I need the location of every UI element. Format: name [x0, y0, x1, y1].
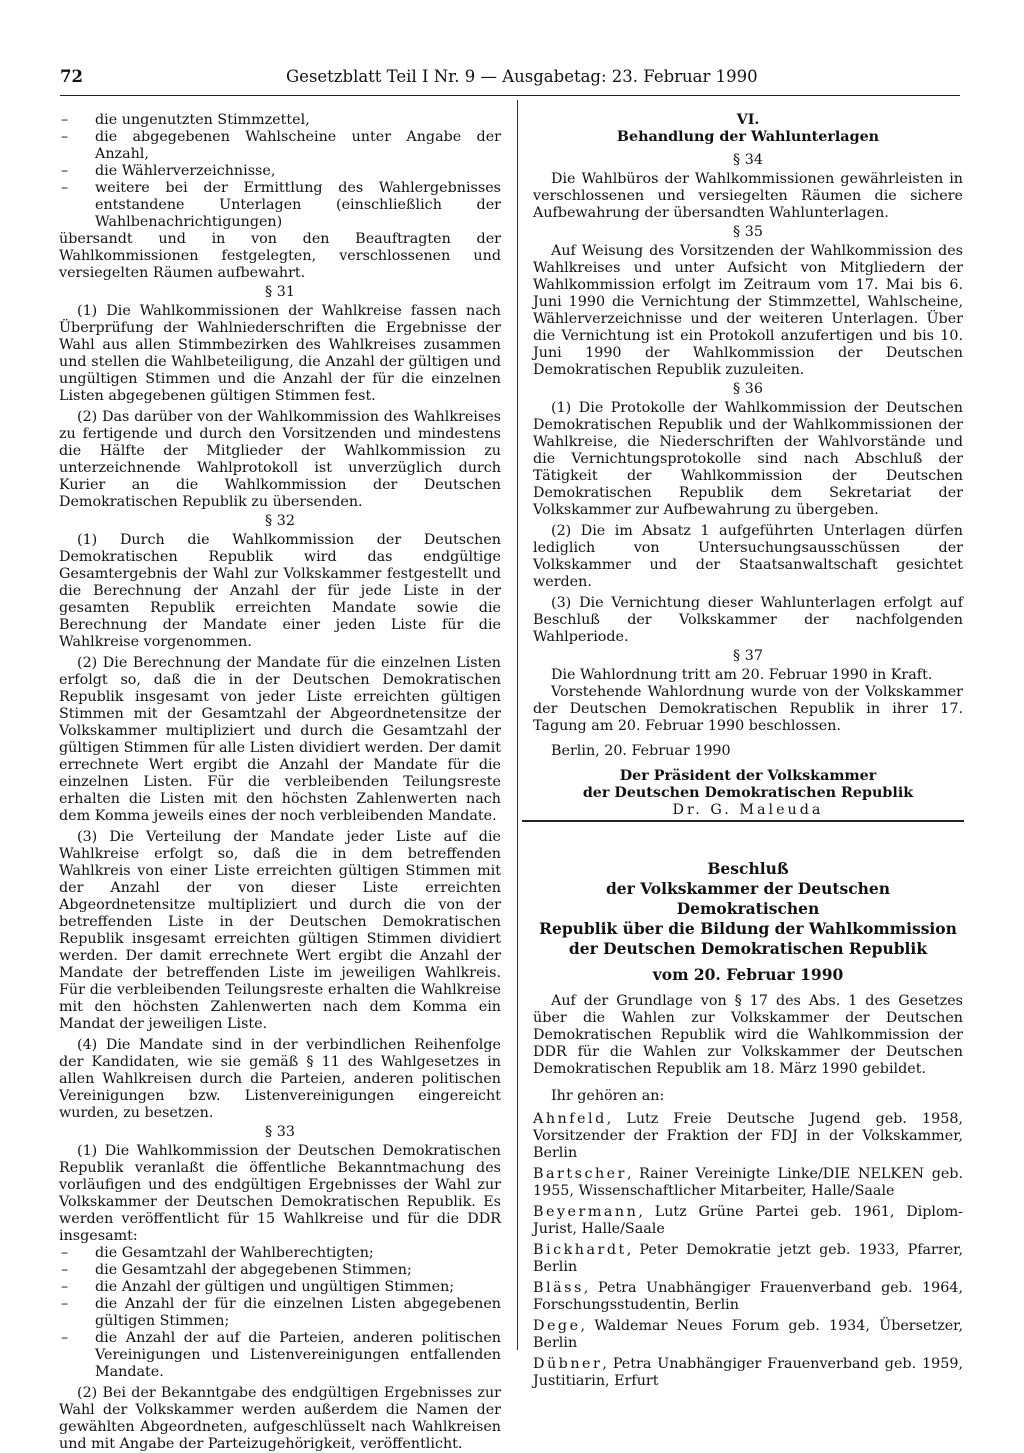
signatory-name: Dr. G. Maleuda: [672, 802, 824, 818]
paragraph: Die Wahlbüros der Wahlkommissionen gewährleisten in verschlossenen und versiegelten Räumen die sichere Aufbewahrung der übersandten Wahlunterlagen.: [533, 171, 963, 221]
paragraph: (4) Die Mandate sind in der verbindlichen Reihenfolge der Kandidaten, wie sie gemäß § 11 des Wahlgesetzes in allen Wahlkreisen durch die Parteien, anderen politischen Vereinigungen bzw. Listenvereinigungen eingereicht wurden, zu besetzen.: [59, 1037, 501, 1121]
list-item: – die Anzahl der auf die Parteien, anderen politischen Vereinigungen und Listenvereinigungen entfallenden Mandate.: [59, 1330, 501, 1381]
paragraph: (2) Bei der Bekanntgabe des endgültigen Ergebnisses zur Wahl der Volkskammer werden außerdem die Namen der gewählten Abgeordneten, aufgeschlüsselt nach Wahlkreisen und mit Angabe der Parteizugehörigkeit, veröffentlicht.: [59, 1385, 501, 1452]
section-heading: § 35: [733, 224, 763, 240]
member-name: Bickhardt: [533, 1242, 627, 1258]
list-item: – die ungenutzten Stimmzettel,: [59, 112, 501, 129]
member-details: , Petra Unabhängiger Frauenverband geb. 1959, Justitiarin, Erfurt: [533, 1356, 963, 1389]
paragraph: (1) Durch die Wahlkommission der Deutschen Demokratischen Republik wird das endgültige Gesamtergebnis der Wahl zur Volkskammer festgestellt und die Berechnung der Anzahl der für jede Liste in der gesamten Republik erreichten Mandate sowie die Berechnung der Mandate einer jeden Liste für die Wahlkreise vorgenommen.: [59, 532, 501, 650]
paragraph: übersandt und in von den Beauftragten der Wahlkommissionen festgelegten, verschlossenen und versiegelten Räumen aufbewahrt.: [59, 231, 501, 281]
member-details: , Peter Demokratie jetzt geb. 1933, Pfarrer, Berlin: [533, 1242, 963, 1275]
gazette-title: Gesetzblatt Teil I Nr. 9 — Ausgabetag: 23. Februar 1990: [286, 67, 758, 86]
member-entry: [533, 1318, 963, 1352]
member-entry: [533, 1166, 963, 1200]
member-entry: [533, 1356, 963, 1390]
member-name: Bläss: [533, 1280, 584, 1296]
section-heading: § 34: [733, 152, 763, 168]
list-item: – weitere bei der Ermittlung des Wahlergebnisses entstandene Unterlagen (einschließlich der Wahlbenachrichtigungen): [59, 180, 501, 231]
paragraph: Die Wahlordnung tritt am 20. Februar 1990 in Kraft.: [551, 667, 933, 683]
section-rule: [522, 820, 964, 822]
member-name: Ahnfeld: [533, 1111, 607, 1127]
section-heading: § 33: [265, 1124, 295, 1140]
paragraph: (2) Die Berechnung der Mandate für die einzelnen Listen erfolgt so, daß die in der Deutschen Demokratischen Republik insgesamt von jeder Liste erreichten gültigen Stimmen mit der Gesamtzahl der Abgeordnetensitze der Volkskammer multipliziert und durch die Gesamtzahl der gültigen Stimmen für alle Listen dividiert werden. Der damit errechnete Wert ergibt die Anzahl der Mandate für die einzelnen Listen. Für die verbleibenden Teilungsreste erhalten die Listen mit den höchsten Zahlenwerten nach dem Komma jeweils eines der noch verbleibenden Mandate.: [59, 655, 501, 824]
paragraph: Auf Weisung des Vorsitzenden der Wahlkommission des Wahlkreises und unter Aufsicht von Mitgliedern der Wahlkommission erfolgt im Zeitraum vom 17. Mai bis 6. Juni 1990 die Vernichtung der Stimmzettel, Wahlscheine, Wählerverzeichnisse und der weiteren Unterlagen. Über die Vernichtung ist ein Protokoll anzufertigen und bis 10. Juni 1990 der Wahlkommission der Deutschen Demokratischen Republik zuzuleiten.: [533, 243, 963, 378]
paragraph: (1) Die Wahlkommissionen der Wahlkreise fassen nach Überprüfung der Wahlniederschriften die Ergebnisse der Wahl aus allen Stimmbezirken des Wahlkreises zusammen und stellen die Wahlbeteiligung, die Anzahl der gültigen und ungültigen Stimmen und die Anzahl der für die einzelnen Listen abgegebenen gültigen Stimmen fest.: [59, 303, 501, 404]
list-item: – die Gesamtzahl der abgegebenen Stimmen;: [59, 1262, 501, 1279]
column-divider: [517, 100, 518, 1350]
member-details: , Lutz Grüne Partei geb. 1961, Diplom-Jurist, Halle/Saale: [533, 1204, 963, 1237]
page-header: [60, 65, 960, 96]
resolution-subtitle: der Volkskammer der Deutschen Demokratischen: [605, 879, 891, 918]
section-heading: § 37: [733, 648, 763, 664]
member-details: , Lutz Freie Deutsche Jugend geb. 1958, Vorsitzender der Fraktion der FDJ in der Volkskammer, Berlin: [533, 1111, 963, 1161]
signatory-title: der Deutschen Demokratischen Republik: [582, 785, 914, 801]
paragraph: Auf der Grundlage von § 17 des Abs. 1 des Gesetzes über die Wahlen zur Volkskammer der Deutschen Demokratischen Republik wird die Wahlkommission der DDR für die Wahlen zur Volkskammer der Deutschen Demokratischen Republik am 18. März 1990 gebildet.: [533, 993, 963, 1077]
page-number: 72: [60, 67, 83, 86]
paragraph: (3) Die Vernichtung dieser Wahlunterlagen erfolgt auf Beschluß der Volkskammer der nachfolgenden Wahlperiode.: [533, 595, 963, 645]
member-name: Dübner: [533, 1356, 603, 1372]
section-heading: § 36: [733, 381, 763, 397]
spacer: [533, 819, 963, 859]
member-entry: [533, 1204, 963, 1238]
member-entry: [533, 1280, 963, 1314]
section-heading: § 31: [265, 284, 295, 300]
member-entry: [533, 1111, 963, 1162]
resolution-subtitle: der Deutschen Demokratischen Republik: [568, 939, 928, 958]
paragraph: (1) Die Wahlkommission der Deutschen Demokratischen Republik veranlaßt die öffentliche Bekanntmachung des vorläufigen und des endgültigen Ergebnisses der Wahl zur Volkskammer der Deutschen Demokratischen Republik. Es werden veröffentlicht für 15 Wahlkreise und für die DDR insgesamt:: [59, 1143, 501, 1244]
list-item: – die Anzahl der für die einzelnen Listen abgegebenen gültigen Stimmen;: [59, 1296, 501, 1330]
paragraph: Vorstehende Wahlordnung wurde von der Volkskammer der Deutschen Demokratischen Republik in ihrer 17. Tagung am 20. Februar 1990 beschlossen.: [533, 684, 963, 734]
member-details: , Petra Unabhängiger Frauenverband geb. 1964, Forschungsstudentin, Berlin: [533, 1280, 963, 1313]
paragraph: (2) Das darüber von der Wahlkommission des Wahlkreises zu fertigende und durch den Vorsitzenden und mindestens die Hälfte der Mitglieder der Wahlkommission zu unterzeichnende Wahlprotokoll ist unverzüglich durch Kurier an die Wahlkommission der Deutschen Demokratischen Republik zu übersenden.: [59, 409, 501, 510]
chapter-title: Behandlung der Wahlunterlagen: [616, 129, 880, 145]
chapter-number: VI.: [736, 112, 760, 128]
paragraph: (2) Die im Absatz 1 aufgeführten Unterlagen dürfen lediglich von Untersuchungsausschüssen der Volkskammer und der Staatsanwaltschaft gesichtet werden.: [533, 523, 963, 590]
list-item: – die abgegebenen Wahlscheine unter Angabe der Anzahl,: [59, 129, 501, 163]
left-column: [59, 112, 501, 1453]
members-intro: Ihr gehören an:: [551, 1088, 665, 1104]
signatory-title: Der Präsident der Volkskammer: [619, 768, 877, 784]
list-item: – die Gesamtzahl der Wahlberechtigten;: [59, 1245, 501, 1262]
member-name: Bartscher: [533, 1166, 627, 1182]
right-column: [533, 112, 963, 1390]
paragraph: (1) Die Protokolle der Wahlkommission der Deutschen Demokratischen Republik und der Wahlkommissionen der Wahlkreise, die Niederschriften der Wahlvorstände und die Vernichtungsprotokolle sind nach Abschluß der Tätigkeit der Wahlkommission der Deutschen Demokratischen Republik dem Sekretariat der Volkskammer zur Aufbewahrung zu übergeben.: [533, 400, 963, 518]
list-item: – die Wählerverzeichnisse,: [59, 163, 501, 180]
member-entry: [533, 1242, 963, 1276]
section-heading: § 32: [265, 513, 295, 529]
resolution-title: Beschluß: [707, 859, 789, 878]
list-item: – die Anzahl der gültigen und ungültigen Stimmen;: [59, 1279, 501, 1296]
member-details: , Waldemar Neues Forum geb. 1934, Übersetzer, Berlin: [533, 1318, 963, 1351]
member-details: , Rainer Vereinigte Linke/DIE NELKEN geb. 1955, Wissenschaftlicher Mitarbeiter, Halle/Saale: [533, 1166, 963, 1199]
member-name: Beyermann: [533, 1204, 639, 1220]
paragraph: (3) Die Verteilung der Mandate jeder Liste auf die Wahlkreise erfolgt so, daß die in dem betreffenden Wahlkreis von einer Liste erreichten gültigen Stimmen mit der Anzahl der von dieser Liste erreichten Abgeordnetensitze multipliziert und durch die von der betreffenden Liste in der Deutschen Demokratischen Republik insgesamt erreichten gültigen Stimmen dividiert werden. Der damit errechnete Wert ergibt die Anzahl der Mandate der betreffenden Liste im jeweiligen Wahlkreis. Für die verbleibenden Teilungsreste erhalten die Wahlkreise mit den höchsten Zahlenwerten nach dem Komma ein Mandat der jeweiligen Liste.: [59, 829, 501, 1032]
resolution-subtitle: Republik über die Bildung der Wahlkommission: [539, 919, 957, 938]
place-date: Berlin, 20. Februar 1990: [551, 743, 731, 759]
member-name: Dege: [533, 1318, 581, 1334]
resolution-date: vom 20. Februar 1990: [652, 965, 844, 984]
